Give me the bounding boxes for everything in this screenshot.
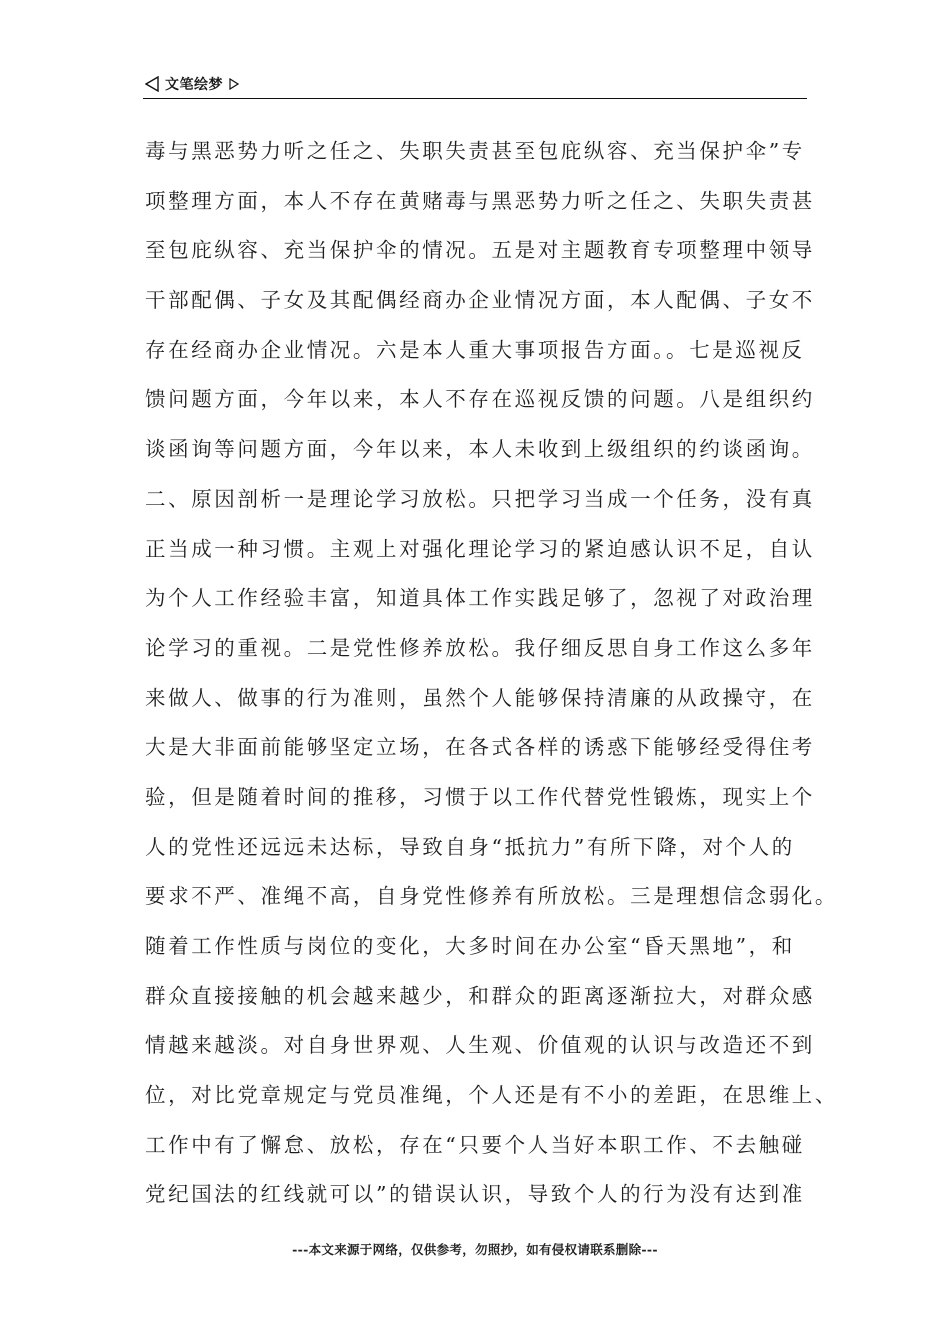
- header-brand: 文笔绘梦: [165, 77, 223, 93]
- page-header: [143, 74, 807, 99]
- text-line: 党纪国法的红线就可以”的错误认识，导致个人的行为没有达到准: [145, 1182, 805, 1207]
- text-line: 大是大非面前能够坚定立场，在各式各样的诱惑下能够经受得住考: [145, 735, 815, 760]
- text-line: 情越来越淡。对自身世界观、人生观、价值观的认识与改造还不到: [145, 1033, 815, 1058]
- text-line: 谈函询等问题方面，今年以来，本人未收到上级组织的约谈函询。: [145, 437, 815, 462]
- text-line: 馈问题方面，今年以来，本人不存在巡视反馈的问题。八是组织约: [145, 387, 815, 412]
- text-line: 工作中有了懈怠、放松，存在“只要个人当好本职工作、不去触碰: [145, 1132, 805, 1157]
- text-line: 干部配偶、子女及其配偶经商办企业情况方面，本人配偶、子女不: [145, 288, 815, 313]
- triangle-right-icon: [229, 78, 239, 90]
- text-line: 项整理方面，本人不存在黄赌毒与黑恶势力听之任之、失职失责甚: [145, 188, 815, 213]
- text-line: 来做人、做事的行为准则，虽然个人能够保持清廉的从政操守，在: [145, 685, 815, 710]
- footer-disclaimer: ---本文来源于网络，仅供参考，勿照抄，如有侵权请联系删除---: [292, 1242, 658, 1257]
- text-line: 验，但是随着时间的推移，习惯于以工作代替党性锻炼，现实上个: [145, 784, 815, 809]
- text-line: 毒与黑恶势力听之任之、失职失责甚至包庇纵容、充当保护伞”专: [145, 139, 805, 163]
- text-line: 人的党性还远远未达标，导致自身“抵抗力”有所下降，对个人的: [145, 834, 795, 859]
- document-body: [145, 127, 838, 1220]
- header-brand-group: [145, 74, 239, 94]
- text-line: 二、原因剖析一是理论学习放松。只把学习当成一个任务，没有真: [145, 486, 815, 511]
- text-line: 要求不严、准绳不高，自身党性修养有所放松。三是理想信念弱化。: [145, 884, 838, 909]
- text-line: 随着工作性质与岗位的变化，大多时间在办公室“昏天黑地”，和: [145, 934, 795, 958]
- text-line: 群众直接接触的机会越来越少，和群众的距离逐渐拉大，对群众感: [145, 983, 815, 1008]
- text-line: 位，对比党章规定与党员准绳，个人还是有不小的差距，在思维上、: [145, 1083, 838, 1108]
- text-line: 论学习的重视。二是党性修养放松。我仔细反思自身工作这么多年: [145, 635, 815, 660]
- text-line: 正当成一种习惯。主观上对强化理论学习的紧迫感认识不足，自认: [145, 536, 815, 561]
- text-line: 存在经商办企业情况。六是本人重大事项报告方面。。七是巡视反: [145, 337, 805, 362]
- text-line: 至包庇纵容、充当保护伞的情况。五是对主题教育专项整理中领导: [145, 238, 815, 263]
- triangle-left-icon: [145, 76, 159, 92]
- text-line: 为个人工作经验丰富，知道具体工作实践足够了，忽视了对政治理: [145, 586, 815, 611]
